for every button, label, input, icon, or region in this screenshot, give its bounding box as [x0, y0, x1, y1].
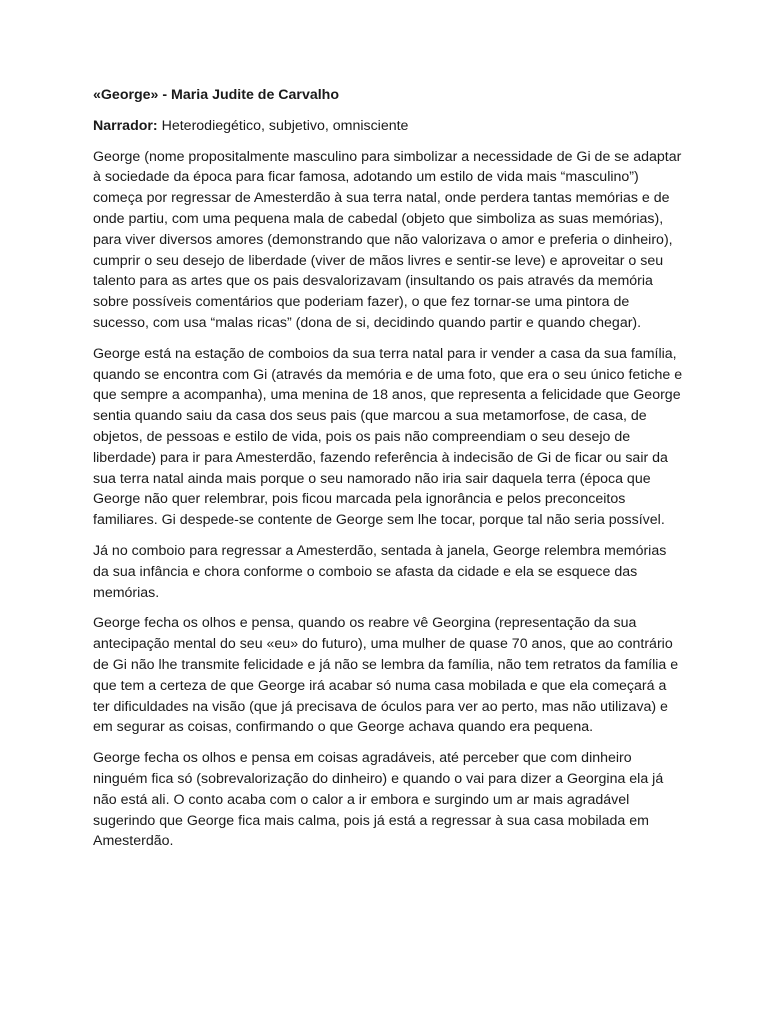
narrator-line — [93, 116, 685, 137]
document-page — [93, 85, 685, 862]
paragraph-4: George fecha os olhos e pensa, quando os reabre vê Georgina (representação da sua antecipação mental do seu «eu» do futuro), uma mulher de quase 70 anos, que ao contrário de Gi não lhe transmite felicidade e já não se lembra da família, não tem retratos da família e que tem a certeza de que George irá acabar só numa casa mobilada e que ela começará a ter dificuldades na visão (que já precisava de óculos para ver ao perto, mas não utilizava) e em segurar as coisas, confirmando o que George achava quando era pequena. — [93, 615, 679, 736]
paragraph-3: Já no comboio para regressar a Amesterdão, sentada à janela, George relembra memórias da sua infância e chora conforme o comboio se afasta da cidade e ela se esquece das memórias. — [93, 542, 667, 601]
document-title: «George» - Maria Judite de Carvalho — [93, 87, 339, 103]
paragraph-1: George (nome propositalmente masculino para simbolizar a necessidade de Gi de se adaptar à sociedade da época para ficar famosa, adotando um estilo de vida mais “masculino”) começa por regressar de Amesterdão à sua terra natal, onde perdera tantas memórias e de onde partiu, com uma pequena mala de cabedal (objeto que simboliza as suas memórias), para viver diversos amores (demonstrando que não valorizava o amor e preferia o dinheiro), cumprir o seu desejo de liberdade (viver de mãos livres e sentir-se leve) e aproveitar o seu talento para as artes que os pais desvalorizavam (insultando os pais através da memória sobre possíveis comentários que poderiam fazer), o que fez tornar-se uma pintora de sucesso, com usa “malas ricas” (dona de si, decidindo quando partir e quando chegar). — [93, 148, 682, 331]
narrator-value: Heterodiegético, subjetivo, omnisciente — [157, 117, 409, 134]
paragraph-2: George está na estação de comboios da sua terra natal para ir vender a casa da sua família, quando se encontra com Gi (através da memória e de uma foto, que era o seu único fetiche e que sempre a acompanha), uma menina de 18 anos, que representa a felicidade que George sentia quando saiu da casa dos seus pais (que marcou a sua metamorfose, de casa, de objetos, de pessoas e estilo de vida, pois os pais não compreendiam o seu desejo de liberdade) para ir para Amesterdão, fazendo referência à indecisão de Gi de ficar ou sair da sua terra natal ainda mais porque o seu namorado não iria sair daquela terra (época que George não quer relembrar, pois ficou marcada pela ignorância e pelos preconceitos familiares. Gi despede-se contente de George sem lhe tocar, porque tal não seria possível. — [93, 345, 683, 529]
paragraph-5: George fecha os olhos e pensa em coisas agradáveis, até perceber que com dinheiro ninguém fica só (sobrevalorização do dinheiro) e quando o vai para dizer a Georgina ela já não está ali. O conto acaba com o calor a ir embora e surgindo um ar mais agradável sugerindo que George fica mais calma, pois já está a regressar à sua casa mobilada em Amesterdão. — [93, 750, 664, 850]
narrator-label: Narrador: — [93, 117, 158, 134]
